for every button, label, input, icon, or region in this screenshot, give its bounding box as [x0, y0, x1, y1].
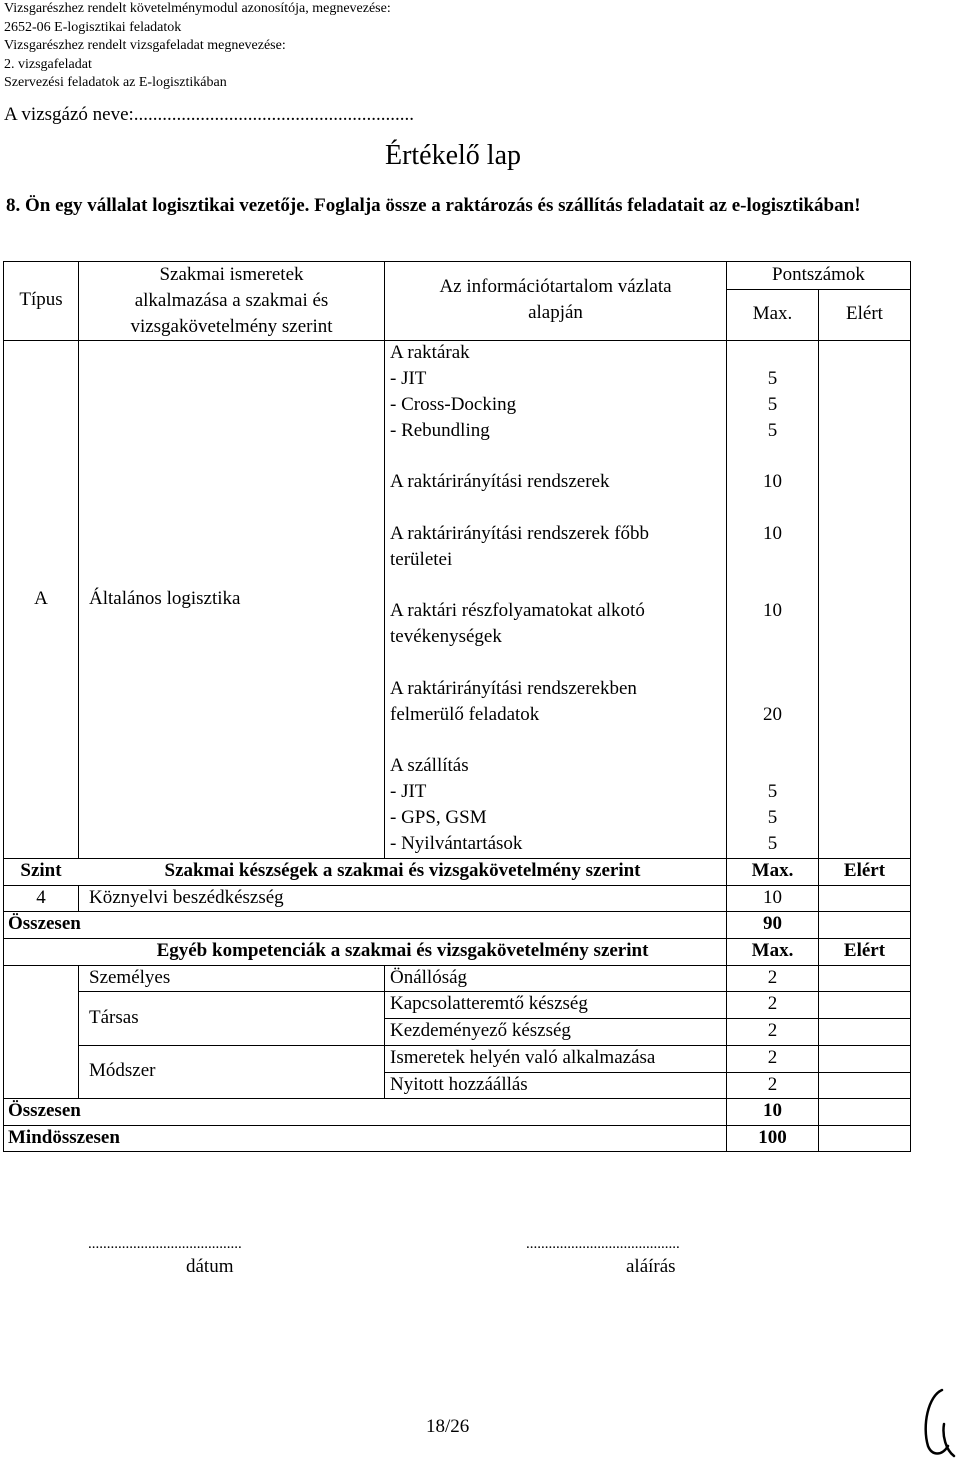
column-header-max: Max.	[751, 940, 794, 961]
max-score: 10	[763, 523, 782, 544]
header-line: Szervezési feladatok az E-logisztikában	[4, 75, 227, 90]
content-item: A raktárirányítási rendszerek főbb	[390, 523, 650, 544]
subtotal-value: 10	[763, 1100, 782, 1121]
column-header-achieved: Elért	[846, 303, 883, 324]
column-header-achieved: Elért	[843, 860, 886, 881]
content-item: - JIT	[390, 368, 427, 389]
skill-name: Köznyelvi beszédkészség	[89, 887, 284, 908]
content-item: A raktárirányítási rendszerek	[390, 471, 610, 492]
competency-group: Módszer	[89, 1060, 156, 1081]
competencies-section-title: Egyéb kompetenciák a szakmai és vizsgakövetelmény szerint	[156, 940, 649, 961]
content-item: - Nyilvántartások	[390, 833, 523, 854]
competency-group: Személyes	[89, 967, 171, 988]
page-number: 18/26	[426, 1416, 470, 1437]
header-line: 2652-06 E-logisztikai feladatok	[4, 19, 182, 35]
max-score: 5	[767, 807, 778, 828]
content-item: - Cross-Docking	[390, 394, 517, 415]
content-item: A szállítás	[390, 755, 469, 776]
max-score: 2	[767, 993, 778, 1014]
competency-name: Önállóság	[390, 967, 468, 988]
max-score: 5	[767, 781, 778, 802]
content-item: tevékenységek	[390, 626, 502, 647]
subtotal-label: Összesen	[8, 913, 81, 934]
grand-total-value: 100	[758, 1127, 787, 1148]
max-score: 2	[767, 1047, 778, 1068]
max-score: 20	[763, 704, 782, 725]
document-header	[4, 0, 391, 93]
subtotal-label: Összesen	[8, 1100, 81, 1121]
column-header-points: Pontszámok	[772, 264, 865, 285]
grand-total-label: Mindösszesen	[8, 1127, 120, 1148]
max-score: 10	[763, 600, 782, 621]
column-header-achieved: Elért	[843, 940, 886, 961]
header-line: Vizsgarészhez rendelt vizsgafeladat megnevezése:	[4, 38, 286, 53]
competency-name: Kezdeményező készség	[390, 1020, 571, 1041]
max-score: 5	[767, 420, 778, 441]
max-score: 5	[767, 833, 778, 854]
content-item: - JIT	[390, 781, 427, 802]
type-code: A	[34, 588, 48, 609]
column-header-max: Max.	[752, 303, 793, 324]
content-item: A raktárirányítási rendszerekben	[390, 678, 637, 699]
column-header-type: Típus	[19, 289, 63, 310]
signature-line[interactable]: .........................................	[526, 1236, 680, 1252]
competency-name: Ismeretek helyén való alkalmazása	[390, 1047, 656, 1068]
examinee-name-field[interactable]: A vizsgázó neve:...........................................................	[4, 104, 415, 125]
max-score: 2	[767, 967, 778, 988]
competency-group: Társas	[89, 1007, 139, 1028]
max-score: 2	[767, 1074, 778, 1095]
skills-section-title: Szakmai készségek a szakmai és vizsgakövetelmény szerint	[164, 860, 641, 881]
content-item: A raktári részfolyamatokat alkotó	[390, 600, 645, 621]
column-header-max: Max.	[751, 860, 794, 881]
task-statement: 8. Ön egy vállalat logisztikai vezetője. Foglalja össze a raktározás és szállítás feladatait az e-logisztikában!	[6, 195, 861, 216]
type-name: Általános logisztika	[89, 588, 241, 609]
column-header-level: Szint	[20, 860, 62, 881]
date-label: dátum	[186, 1256, 234, 1277]
subtotal-value: 90	[763, 913, 782, 934]
column-header-content-outline: Az információtartalom vázlata	[439, 276, 672, 297]
max-score: 10	[763, 887, 782, 908]
column-header-professional-knowledge: vizsgakövetelmény szerint	[130, 316, 333, 337]
page-title: Értékelő lap	[384, 140, 522, 171]
column-header-professional-knowledge: Szakmai ismeretek	[159, 264, 304, 285]
content-item: felmerülő feladatok	[390, 704, 540, 725]
content-item: A raktárak	[390, 342, 470, 363]
handwritten-initial-icon	[918, 1386, 958, 1460]
skill-level: 4	[36, 887, 46, 908]
competency-name: Nyitott hozzáállás	[390, 1074, 528, 1095]
column-header-content-outline: alapján	[528, 302, 583, 323]
max-score: 2	[767, 1020, 778, 1041]
competency-name: Kapcsolatteremtő készség	[390, 993, 588, 1014]
header-line: 2. vizsgafeladat	[4, 56, 92, 72]
date-line[interactable]: .........................................	[88, 1236, 242, 1252]
max-score: 5	[767, 368, 778, 389]
column-header-professional-knowledge: alkalmazása a szakmai és	[134, 290, 329, 311]
content-item: - GPS, GSM	[390, 807, 487, 828]
max-score: 10	[763, 471, 782, 492]
content-item: - Rebundling	[390, 420, 490, 441]
signature-label: aláírás	[626, 1256, 676, 1277]
max-score: 5	[767, 394, 778, 415]
header-line: Vizsgarészhez rendelt követelménymodul azonosítója, megnevezése:	[4, 1, 391, 16]
content-item: területei	[390, 549, 453, 570]
